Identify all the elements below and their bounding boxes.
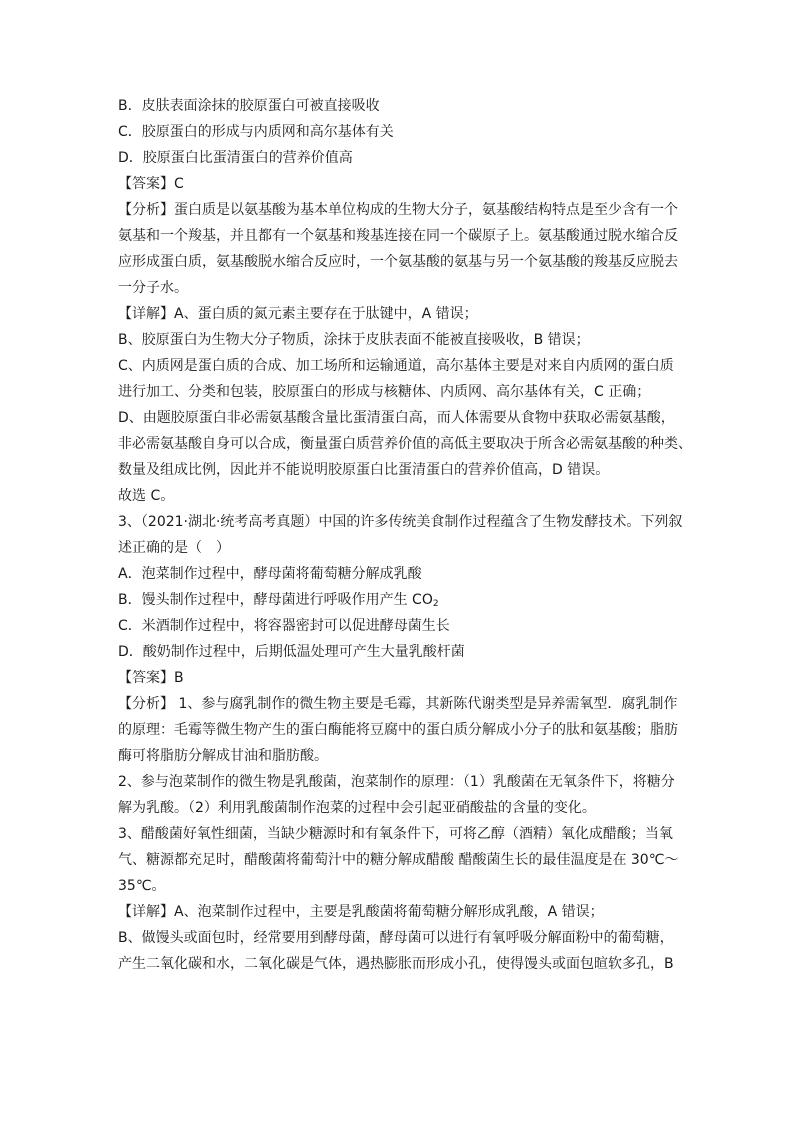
- analysis-line: 一分子水。: [118, 280, 188, 296]
- option-b-text: B．馒头制作过程中，酵母菌进行呼吸作用产生 CO: [118, 592, 433, 608]
- option-b: B．皮肤表面涂抹的胶原蛋白可被直接吸收: [118, 98, 380, 114]
- analysis-line: 气、糖源都充足时，醋酸菌将葡萄汁中的糖分解成醋酸 醋酸菌生长的最佳温度是在 30℃～: [118, 852, 679, 868]
- option-c: C．米酒制作过程中，将容器密封可以促进酵母菌生长: [118, 618, 450, 634]
- explanation-line: B、胶原蛋白为生物大分子物质，涂抹于皮肤表面不能被直接吸收，B 错误；: [118, 332, 590, 348]
- analysis-line: 氨基和一个羧基，并且都有一个氨基和羧基连接在同一个碳原子上。氨基酸通过脱水缩合反: [118, 228, 678, 244]
- conclusion-line: 故选 C。: [118, 488, 175, 504]
- document-body: [118, 93, 692, 977]
- explanation-line: 【详解】A、蛋白质的氮元素主要存在于肽键中，A 错误；: [118, 306, 478, 322]
- answer-line: 【答案】C: [118, 176, 184, 192]
- option-b: [118, 587, 684, 613]
- analysis-line: 解为乳酸。（2）利用乳酸菌制作泡菜的过程中会引起亚硝酸盐的含量的变化。: [118, 800, 596, 816]
- option-a: A．泡菜制作过程中，酵母菌将葡萄糖分解成乳酸: [118, 566, 422, 582]
- analysis-line: 酶可将脂肪分解成甘油和脂肪酸。: [118, 748, 328, 764]
- option-d: D．胶原蛋白比蛋清蛋白的营养价值高: [118, 150, 353, 166]
- analysis-line: 的原理：毛霉等微生物产生的蛋白酶能将豆腐中的蛋白质分解成小分子的肽和氨基酸；脂肪: [118, 722, 678, 738]
- explanation-line: 非必需氨基酸自身可以合成，衡量蛋白质营养价值的高低主要取决于所含必需氨基酸的种类、: [118, 436, 692, 452]
- option-d: D．酸奶制作过程中，后期低温处理可产生大量乳酸杆菌: [118, 644, 465, 660]
- explanation-line: 进行加工、分类和包装，胶原蛋白的形成与核糖体、内质网、高尔基体有关，C 正确；: [118, 384, 651, 400]
- analysis-line: 【分析】蛋白质是以氨基酸为基本单位构成的生物大分子，氨基酸结构特点是至少含有一个: [118, 202, 678, 218]
- co2-subscript: 2: [432, 599, 439, 609]
- answer-line: 【答案】B: [118, 670, 184, 686]
- analysis-line: 应形成蛋白质，氨基酸脱水缩合反应时，一个氨基酸的氨基与另一个氨基酸的羧基反应脱去: [118, 254, 678, 270]
- explanation-line: B、做馒头或面包时，经常要用到酵母菌，酵母菌可以进行有氧呼吸分解面粉中的葡萄糖，: [118, 930, 674, 946]
- explanation-line: C、内质网是蛋白质的合成、加工场所和运输通道，高尔基体主要是对来自内质网的蛋白质: [118, 358, 674, 374]
- analysis-line: 35℃。: [118, 878, 166, 894]
- explanation-line: 数量及组成比例，因此并不能说明胶原蛋白比蛋清蛋白的营养价值高，D 错误。: [118, 462, 610, 478]
- question-stem: 3、（2021·湖北·统考高考真题）中国的许多传统美食制作过程蕴含了生物发酵技术。下列叙: [118, 514, 683, 530]
- explanation-line: 【详解】A、泡菜制作过程中，主要是乳酸菌将葡萄糖分解形成乳酸，A 错误；: [118, 904, 604, 920]
- explanation-line: D、由题胶原蛋白非必需氨基酸含量比蛋清蛋白高，而人体需要从食物中获取必需氨基酸，: [118, 410, 675, 426]
- analysis-line: 【分析】 1、参与腐乳制作的微生物主要是毛霉，其新陈代谢类型是异养需氧型．腐乳制作: [118, 696, 678, 712]
- option-c: C．胶原蛋白的形成与内质网和高尔基体有关: [118, 124, 394, 140]
- analysis-line: 2、参与泡菜制作的微生物是乳酸菌，泡菜制作的原理：（1）乳酸菌在无氧条件下，将糖分: [118, 774, 675, 790]
- question-stem: 述正确的是（ ）: [118, 540, 230, 556]
- analysis-line: 3、醋酸菌好氧性细菌，当缺少糖源时和有氧条件下，可将乙醇（酒精）氧化成醋酸；当氧: [118, 826, 673, 842]
- explanation-line: 产生二氧化碳和水，二氧化碳是气体，遇热膨胀而形成小孔，使得馒头或面包暄软多孔，B: [118, 956, 674, 972]
